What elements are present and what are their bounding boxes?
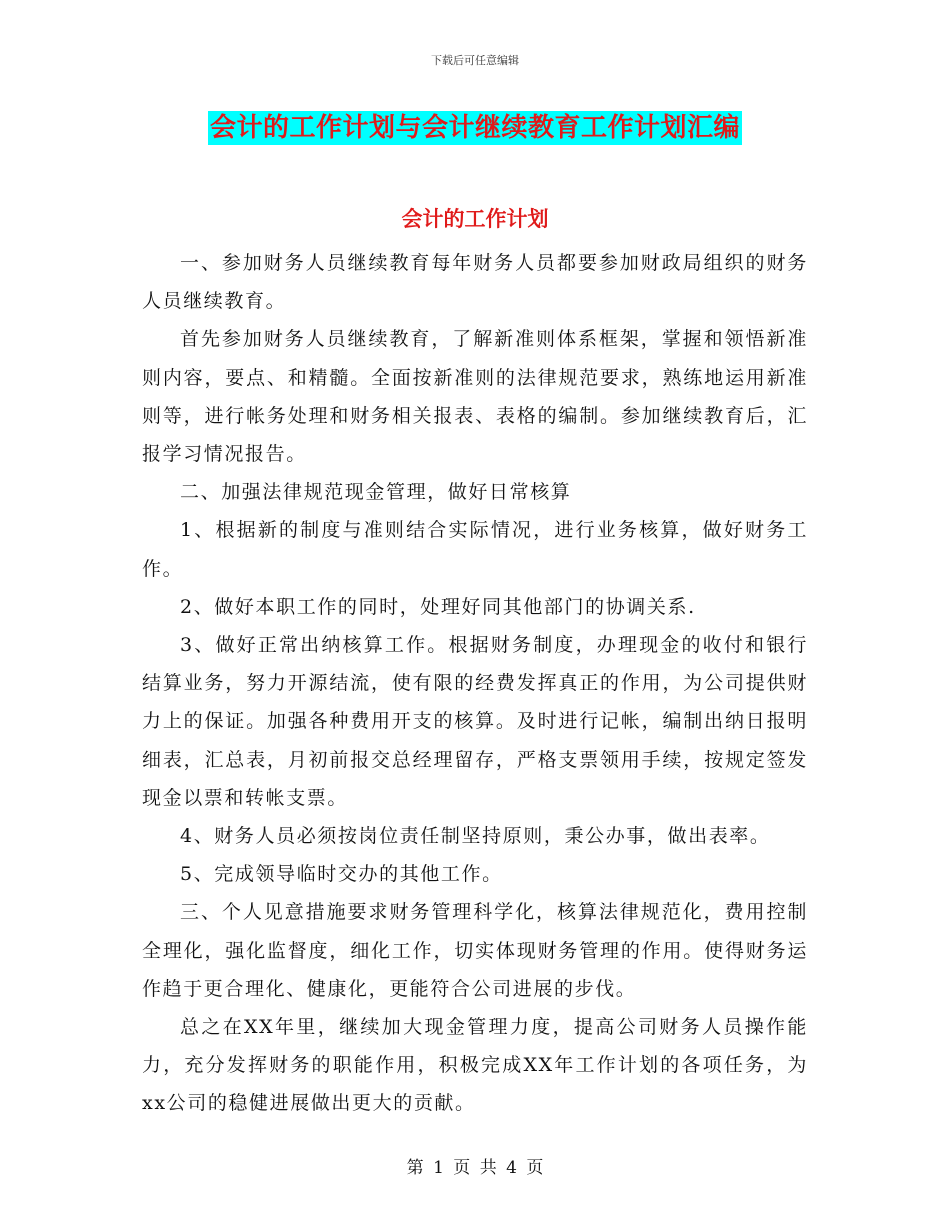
paragraph: 二、加强法律规范现金管理，做好日常核算	[180, 481, 572, 504]
document-title	[0, 111, 950, 145]
paragraph: 三、个人见意措施要求财务管理科学化，核算法律规范化，费用控制全理化，强化监督度，细化工作，切实体现财务管理的作用。使得财务运作趋于更合理化、健康化，更能符合公司进展的步伐。	[142, 901, 808, 1000]
page-footer: 第 1 页 共 4 页	[406, 1158, 544, 1178]
section-title: 会计的工作计划	[401, 207, 549, 231]
header-note: 下载后可任意编辑	[431, 54, 519, 67]
paragraph: 1、根据新的制度与准则结合实际情况，进行业务核算，做好财务工作。	[142, 519, 808, 580]
document-title-text: 会计的工作计划与会计继续教育工作计划汇编	[209, 113, 740, 143]
paragraph: 4、财务人员必须按岗位责任制坚持原则，秉公办事，做出表率。	[180, 825, 771, 848]
paragraph: 3、做好正常出纳核算工作。根据财务制度，办理现金的收付和银行结算业务，努力开源结流，使有限的经费发挥真正的作用，为公司提供财力上的保证。加强各种费用开支的核算。及时进行记帐，编制出纳日报明细表，汇总表，月初前报交总经理留存，严格支票领用手续，按规定签发现金以票和转帐支票。	[142, 634, 808, 809]
paragraph: 2、做好本职工作的同时，处理好同其他部门的协调关系.	[180, 595, 696, 618]
body-text	[142, 244, 808, 1123]
paragraph: 5、完成领导临时交办的其他工作。	[180, 863, 503, 886]
paragraph: 总之在XX年里，继续加大现金管理力度，提高公司财务人员操作能力，充分发挥财务的职能作用，积极完成XX年工作计划的各项任务，为xx公司的稳健进展做出更大的贡献。	[142, 1016, 808, 1115]
paragraph: 首先参加财务人员继续教育，了解新准则体系框架，掌握和领悟新准则内容，要点、和精髓。全面按新准则的法律规范要求，熟练地运用新准则等，进行帐务处理和财务相关报表、表格的编制。参加继续教育后，汇报学习情况报告。	[142, 328, 808, 466]
paragraph: 一、参加财务人员继续教育每年财务人员都要参加财政局组织的财务人员继续教育。	[142, 252, 808, 313]
